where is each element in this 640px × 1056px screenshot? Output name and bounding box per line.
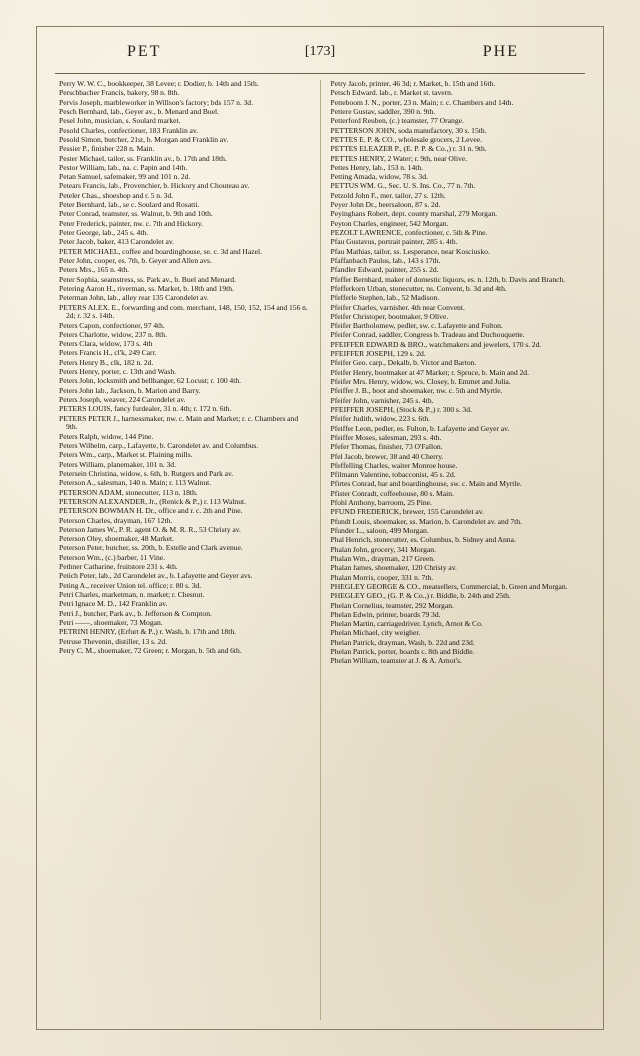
directory-entry: PETERSON ADAM, stonecutter, 113 n. 18th. <box>59 487 198 497</box>
directory-entry: PETTES E. P. & CO., wholesale grocers, 2 Levee. <box>330 134 482 144</box>
directory-entry: Pfeifer Geo. carp., Dekalb, b. Victor and Barton. <box>330 358 477 368</box>
directory-entry: PFEIFFER EDWARD & BRO., watchmakers and jewelers, 170 s. 2d. <box>330 339 542 349</box>
directory-entry: Pfau Mathias, tailor, ss. Lesperance, near Kosciusko. <box>330 246 490 256</box>
directory-entry: Petri ——, shoemaker, 73 Mogan. <box>59 617 163 627</box>
directory-entry: PETTES HENRY, 2 Water; r. 9th, near Olive. <box>330 153 468 163</box>
directory-entry: Peters John lab., Jackson, b. Marion and Barry. <box>59 385 201 395</box>
directory-entry: Pfeifer Charles, varnisher. 4th near Convent. <box>330 302 465 312</box>
directory-entry: Peterson Oley, shoemaker, 48 Market. <box>59 534 175 544</box>
directory-entry: PHEGLEY GEORGE & CO., meatsellers, Commercial, b. Green and Morgan. <box>330 581 568 591</box>
directory-entry: Perschbacher Francis, bakery, 98 n. 8th. <box>59 88 180 98</box>
directory-entry: Pethner Catharine, fruitstore 231 s. 4th. <box>59 562 178 572</box>
directory-entry: PETTERSON JOHN, soda manufactory, 30 s. 15th. <box>330 125 487 135</box>
directory-entry: Petry Jacob, printer, 46 3d; r. Market, b. 15th and 16th. <box>330 79 496 88</box>
directory-entry: Peters Charlotte, widow, 237 n. 8th. <box>59 329 167 339</box>
directory-entry: Peters Ralph, widow, 144 Pine. <box>59 431 154 441</box>
directory-entry: PETERSON ALEXANDER, Jr., (Renick & P.,) r. 113 Walnut. <box>59 496 246 506</box>
directory-entry: Peter Conrad, teamster, ss. Walnut, b. 9th and 10th. <box>59 209 213 219</box>
directory-entry: Petri Charles, marketman, n. market; r. Chesnut. <box>59 590 205 599</box>
directory-entry: Peterman John, lab., alley rear 135 Carondelet av. <box>59 293 209 303</box>
directory-entry: Pesch Bernhard, lab., Geyer av., b. Menard and Buel. <box>59 106 220 116</box>
directory-entry: Pettes Henry, lab., 153 n. 14th. <box>330 162 424 172</box>
directory-entry: Petteboom J. N., porter, 23 n. Main; r. c. Chambers and 14th. <box>330 97 514 107</box>
directory-entry: PFEIFFER JOSEPH, (Stock & P.,) r. 300 s. 3d. <box>330 404 472 414</box>
directory-entry: Petri Ignace M. D., 142 Franklin av. <box>59 599 168 609</box>
directory-entry: Peters Mrs., 165 n. 4th. <box>59 265 130 275</box>
directory-entry: Pfefferkorn Urban, stonecutter, ns. Convent, b. 3d and 4th. <box>330 283 507 293</box>
directory-entry: Peterson Charles, drayman, 167 12th. <box>59 515 173 525</box>
directory-entry: Peter Jacob, baker, 413 Carondelet av. <box>59 237 175 247</box>
directory-entry: Pervis Joseph, marbleworker in Willson's factory; bds 157 n. 3d. <box>59 97 254 107</box>
directory-entry: Pfunder L., saloon, 499 Morgan. <box>330 526 429 535</box>
directory-entry: Phelan Edwin, printer, boards 79 3d. <box>330 609 441 619</box>
directory-entry: Petsch Edward. lab., r. Market st. tavern. <box>330 88 453 98</box>
directory-entry: Pfeifer Mrs. Henry, widow, ws. Closey, b. Emmet and Julia. <box>330 377 511 386</box>
directory-entry: Peter Bernhard, lab., se c. Soulard and Rosatti. <box>59 200 200 210</box>
directory-entry: Pfeifer John, varnisher, 245 s. 4th. <box>330 395 434 405</box>
directory-entry: Phalan John, grocery, 341 Morgan. <box>330 544 436 554</box>
directory-entry: Peter John, cooper, es. 7th, b. Geyer and Allen avs. <box>59 255 212 265</box>
directory-entry: PETER MICHAEL, coffee and boardinghouse, se. c. 3d and Hazel. <box>59 246 263 256</box>
directory-entry: Phelan Patrick, drayman, Wash, b. 22d and 23d. <box>330 637 475 647</box>
directory-entry: Phalan James, shoemaker, 120 Christy av. <box>330 563 457 573</box>
page-frame <box>36 26 604 1030</box>
directory-entry: Peters Wm., carp., Market st. Plaining mills. <box>59 450 193 460</box>
directory-entry: Peters Francis H., cl'k, 249 Carr. <box>59 348 157 358</box>
directory-entry: Petzold John F., mer. tailor, 27 s. 12th. <box>330 190 446 200</box>
header-left-guideword: PET <box>127 43 162 60</box>
directory-entry: Pfeifer Bartholomew, pedler, sw. c. Lafayette and Fulton. <box>330 321 503 331</box>
directory-entry: Pfirtes Conrad, bar and boardinghouse, sw. c. Main and Myrtle. <box>330 479 522 489</box>
directory-entry: Peter George, lab., 245 s. 4th. <box>59 228 149 237</box>
page-header <box>57 43 583 69</box>
directory-column-left <box>51 80 318 1020</box>
directory-entry: Peterson Peter, butcher, ss. 20th, b. Estelle and Clark avenue. <box>59 543 243 553</box>
directory-columns <box>51 80 589 1020</box>
directory-entry: Pfel Jacob, brewer, 38 and 40 Cherry. <box>330 451 444 461</box>
directory-entry: PETERS ALEX. E., forwarding and com. merchant, 148, 150, 152, 154 and 156 n. 2d; r. 32 s. 14th. <box>59 302 308 321</box>
header-rule <box>55 73 585 74</box>
directory-entry: Peyer John Dr., beersaloon, 87 s. 2d. <box>330 200 441 210</box>
directory-entry: PETRINI HENRY, (Erfurt & P.,) r. Wash, b. 17th and 18th. <box>59 627 237 637</box>
directory-entry: Pettere Gustav, saddler, 390 n. 9th. <box>330 106 436 116</box>
directory-entry: PETERS LOUIS, fancy furdealer, 31 n. 4th; r. 172 n. 6th. <box>59 404 232 414</box>
directory-entry: Pfandler Edward, painter, 255 s. 2d. <box>330 265 439 275</box>
directory-entry: Pfilmann Valentine, tobacconist, 45 s. 2d. <box>330 470 456 480</box>
directory-entry: Peters Henry B., clk, 182 n. 2d. <box>59 357 154 367</box>
directory-entry: Phelan Martin, carriagedriver. Lynch, Arnot & Co. <box>330 619 483 629</box>
directory-entry: Pfeiffer J. B., boot and shoemaker, nw. c. 5th and Myrtle. <box>330 386 503 396</box>
directory-entry: Petry C. M., shoemaker, 72 Green; r. Morgan, b. 5th and 6th. <box>59 645 242 655</box>
directory-entry: Peter Frederick, painter, nw. c. 7th and Hickory. <box>59 218 204 228</box>
directory-entry: Pfister Conradt, coffeehouse, 80 s. Main. <box>330 488 454 498</box>
directory-entry: Pesold Charles, confectioner, 183 Franklin av. <box>59 125 199 135</box>
directory-entry: Phelan Patrick, porter, boards c. 8th and Biddle. <box>330 647 475 657</box>
directory-entry: Pfeffer Bernhard, maker of domestic liquors, es. n. 12th, b. Davis and Branch. <box>330 274 566 284</box>
page-number: [173] <box>304 44 336 59</box>
directory-entry: Peyton Charles, engineer, 542 Morgan. <box>330 218 449 228</box>
directory-entry: Pfohl Anthony, barroom, 25 Pine. <box>330 498 432 508</box>
directory-entry: Pfeifer Judith, widow, 223 s. 6th. <box>330 414 431 424</box>
directory-entry: Pfeiffer Moses, salesman, 293 s. 4th. <box>330 432 442 442</box>
directory-entry: Peters Capon, confectioner, 97 4th. <box>59 320 165 330</box>
directory-entry: Peterson A., salesman, 140 n. Main; r. 113 Walnut. <box>59 478 212 488</box>
directory-entry: Petersein Christina, widow, s. 6th, b. Rutgers and Park av. <box>59 468 234 478</box>
directory-entry: Petterford Reuben, (c.) teamster, 77 Orange. <box>330 116 464 126</box>
directory-entry: Pfeifer Christoper, bootmaker, 9 Olive. <box>330 311 449 321</box>
directory-entry: PFEIFFER JOSEPH, 129 s. 2d. <box>330 349 426 359</box>
directory-entry: Peting A., receiver Union tel. office; r. 80 s. 3d. <box>59 580 202 590</box>
directory-entry: Petering Aaron H., riverman, ss. Market, b. 18th and 19th. <box>59 283 234 293</box>
directory-entry: Pessier P., finisher 228 n. Main. <box>59 144 155 154</box>
directory-entry: Peterson Wm., (c.) barber, 11 Vine. <box>59 552 166 562</box>
directory-entry: Pestor William, lab., na. c. Papin and 14th. <box>59 162 188 172</box>
directory-entry: PETERS PETER J., harnessmaker, nw. c. Main and Market; r. c. Chambers and 9th. <box>59 413 299 432</box>
directory-entry: Pester Michael, tailor, ss. Franklin av., b. 17th and 18th. <box>59 153 227 163</box>
directory-entry: Peter Sophia, seamstress, ss. Park av., b. Buel and Menard. <box>59 274 236 284</box>
directory-entry: PETTUS WM. G., Sec. U. S. Ins. Co., 77 n. 7th. <box>330 181 476 191</box>
directory-entry: PETTES ELEAZER P., (E. P. P. & Co.,) r. 31 n. 9th. <box>330 144 487 154</box>
directory-entry: Pfeifer Conrad, saddler, Congress b. Tradeau and Duchouquette. <box>330 330 525 340</box>
directory-column-right <box>322 80 589 1020</box>
directory-entry: Pfau Gustavus, portrait painter, 285 s. 4th. <box>330 237 458 247</box>
directory-entry: Phelan Cornelius, teamster, 292 Morgan. <box>330 600 454 610</box>
directory-entry: Phelan William, teamster at J. & A. Arnot's. <box>330 656 462 666</box>
directory-entry: Peters Joseph, weaver, 224 Carondelet av. <box>59 395 186 405</box>
directory-entry: PHEGLEY GEO., (G. P. & Co.,) r. Biddle, b. 24th and 25th. <box>330 591 511 601</box>
directory-entry: Pfundt Louis, shoemaker, ss. Marion, b. Carondelet av. and 7th. <box>330 516 522 526</box>
directory-entry: Perry W. W. C., bookkeeper, 38 Levee; r. Dodier, b. 14th and 15th. <box>59 79 259 88</box>
directory-entry: Pfaffanbach Paulus, lab., 143 s 17th. <box>330 255 441 265</box>
directory-entry: Petan Samuel, safemaker, 99 and 101 n. 2d. <box>59 172 191 182</box>
directory-entry: Petears Francis, lab., Provenchier, b. Hickory and Chouteau av. <box>59 181 250 191</box>
directory-entry: Petruse Thevenin, distiller, 13 s. 2d. <box>59 636 168 646</box>
directory-entry: Peters William, planemaker, 101 n. 3d. <box>59 459 176 469</box>
directory-entry: PEZOLT LAWRENCE, confectioner, c. 5th & Pine. <box>330 228 488 237</box>
directory-entry: Peteler Chas., shoeshop and r. 5 n. 3d. <box>59 190 174 200</box>
directory-entry: Phal Henrich, stonecutter, es. Columbus, b. Sidney and Anna. <box>330 535 516 545</box>
directory-entry: Peters Henry, porter, c. 13th and Wash. <box>59 367 177 377</box>
directory-entry: Peters John, locksmith and bellhanger, 62 Locust; r. 100 4th. <box>59 376 242 386</box>
directory-entry: Peyinghans Robert, dept. county marshal, 279 Morgan. <box>330 209 498 219</box>
directory-entry: Pfeffelling Charles, waiter Monroe house. <box>330 460 458 470</box>
directory-entry: PETERSON BOWMAN H. Dr., office and r. c. 2th and Pine. <box>59 506 243 516</box>
directory-entry: Pfeiffer Leon, pedler, es. Fulton, b. Lafayette and Geyer av. <box>330 423 510 433</box>
directory-entry: Phalan Wm., drayman, 217 Green. <box>330 553 435 563</box>
directory-entry: Pesold Simon, butcher, 21st, b. Morgan and Franklin av. <box>59 134 229 144</box>
directory-entry: Pfefer Thomas, finisher, 73 O'Fallon. <box>330 442 443 452</box>
directory-entry: Phalan Morris, cooper, 331 n. 7th. <box>330 572 434 582</box>
directory-entry: Petting Amada, widow, 78 s. 3d. <box>330 172 428 182</box>
column-divider <box>320 80 321 1020</box>
directory-entry: Peterson James W., P. R. agent O. & M. R. R., 53 Christy av. <box>59 524 241 534</box>
directory-entry: Pesel John, musician, s. Soulard market. <box>59 116 181 126</box>
directory-entry: Pfefferle Stephen, lab., 52 Madison. <box>330 293 440 303</box>
header-right-guideword: PHE <box>482 43 519 60</box>
directory-entry: Petich Peter, lab., 2d Carondelet av., b. Lafayette and Geyer avs. <box>59 571 253 581</box>
directory-entry: Peters Clara, widow, 173 s. 4th <box>59 339 153 349</box>
directory-entry: Petri J., butcher, Park av., b. Jefferson & Compton. <box>59 608 212 618</box>
directory-entry: PFUND FREDERICK, brewer, 155 Carondelet av. <box>330 507 484 517</box>
directory-entry: Pfeifer Henry, bootmaker at 47 Market; r. Spruce, b. Main and 2d. <box>330 367 529 377</box>
directory-entry: Peters Wilhelm, carp., Lafayette, b. Carondelet av. and Columbus. <box>59 441 259 450</box>
directory-entry: Phelan Michael, city weigher. <box>330 628 421 638</box>
